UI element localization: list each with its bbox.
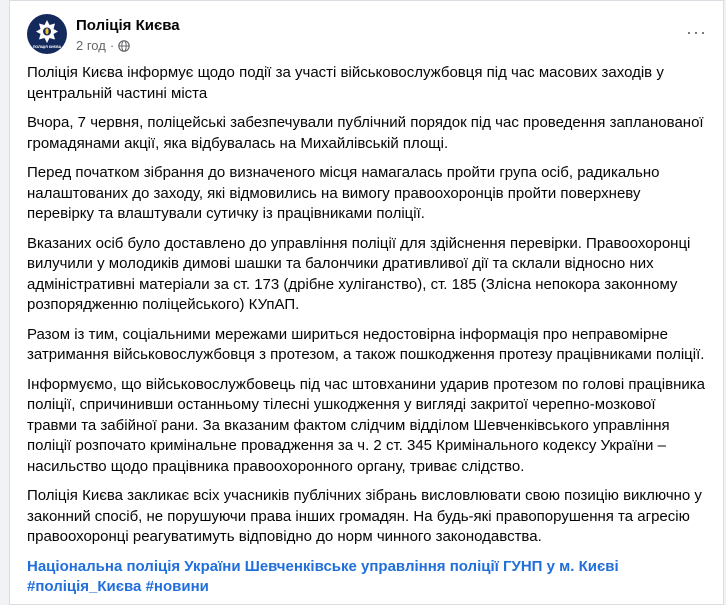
hashtag-link[interactable]: #новини [145,578,209,595]
avatar-caption: ПОЛІЦІЯ КИЄВА [32,45,62,49]
post-paragraph: Вчора, 7 червня, поліцейські забезпечували публічний порядок під час проведення запланованої громадянами акції, яка відбувалась на Михайлівській площі. [27,114,704,152]
post-paragraph: Поліція Києва закликає всіх учасників публічних зібрань висловлювати свою позицію виключно у законний спосіб, не порушуючи права інших громадян. На будь-які правопорушення та агресію правоохоронці реагуватимуть відповідно до норм чинного законодавства. [27,487,702,545]
avatar[interactable] [27,14,67,54]
globe-icon [118,40,130,52]
more-options-button[interactable]: ··· [686,22,707,42]
post-timestamp[interactable]: 2 год [76,38,106,53]
hashtag-link[interactable]: #поліція_Києва [27,578,142,595]
post-paragraph: Інформуємо, що військовослужбовець під час штовханини ударив протезом по голові працівника поліції, спричинивши останньому тілесні ушкодження у вигляді закритої черепно-мозкової травми та забійної рани. За вказаним фактом слідчим відділом Шевченківського управління поліції розпочато кримінальне провадження за ч. 2 ст. 345 Кримінального кодексу України – насильство щодо працівника правоохоронного органу, триває слідство. [27,375,705,475]
page-mention-link[interactable]: Національна поліція України Шевченківське управління поліції ГУНП у м. Києві [27,557,619,575]
post-paragraph: Вказаних осіб було доставлено до управління поліції для здійснення перевірки. Правоохоронці вилучили у молодиків димові шашки та балончики дративливої дії та склали відносно них адміністративні матеріали за ст. 173 (дрібне хуліганство), ст. 185 (Злісна непокора законному розпорядженню поліцейського) КУпАП. [27,234,691,313]
post-paragraph: Перед початком зібрання до визначеного місця намагалась пройти група осіб, радикально налаштованих до заходу, які відмовились на вимогу правоохоронців пройти поверхневу перевірку та влаштували сутичку із працівниками поліції. [27,164,660,222]
post-header [27,14,713,58]
post-paragraph: Разом із тим, соціальними мережами шириться недостовірна інформація про неправомірне затримання військовослужбовця з протезом, а також пошкодження протезу працівниками поліції. [27,325,705,363]
post-meta [76,38,130,53]
post-paragraph: Поліція Києва інформує щодо події за участі військовослужбовця під час масових заходів у центральній частині міста [27,64,664,102]
post-body [27,63,705,598]
post-card [9,0,724,605]
post-links [27,557,705,598]
meta-separator: · [109,38,115,53]
page-name-link[interactable]: Поліція Києва [76,17,180,34]
